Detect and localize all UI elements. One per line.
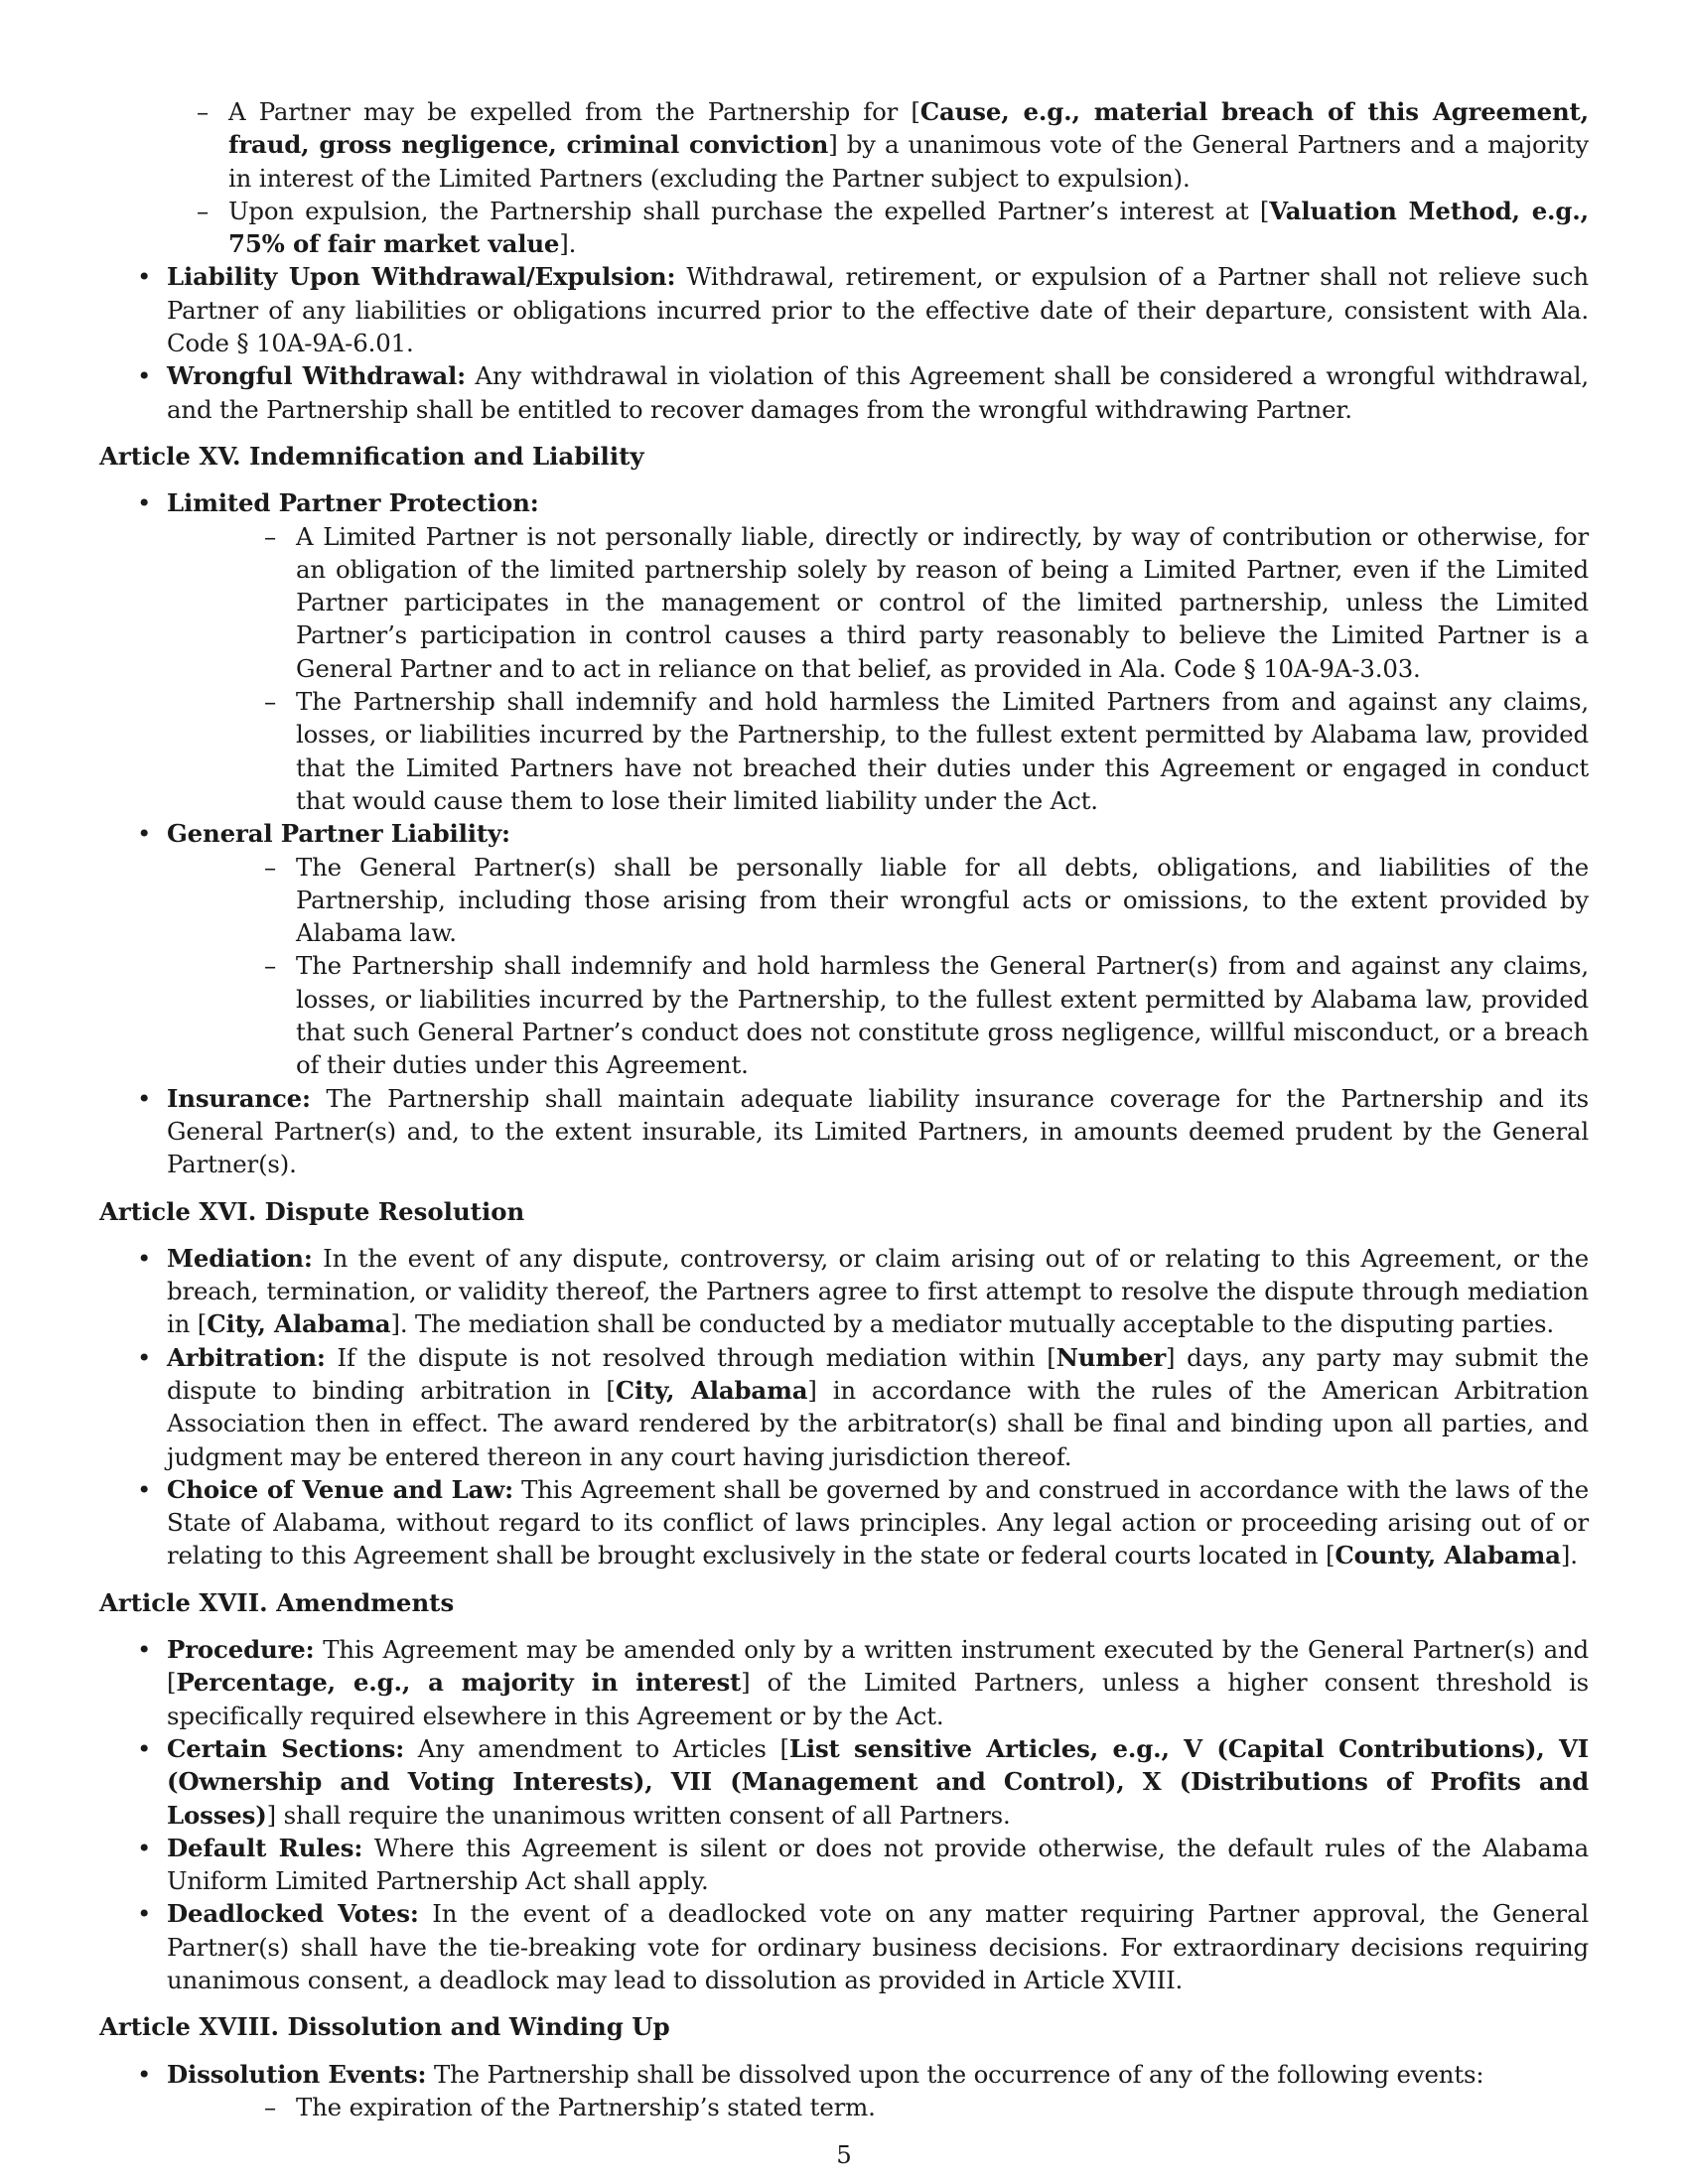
list-item: • Certain Sections: Any amendment to Articles [List sensitive Articles, e.g., V (Capital Contributions), VI (Ownership and Voting Interests), VII (Management and Control), X (Distributions of Profits and Losses)] shall require the unanimous written consent of all Partners. (99, 1732, 1589, 1832)
section-heading: Article XVI. Dispute Resolution (99, 1196, 525, 1226)
section-heading: Article XV. Indemnification and Liability (99, 441, 644, 471)
list-item: – Upon expulsion, the Partnership shall purchase the expelled Partner’s interest at [Valuation Method, e.g., 75% of fair market value]. (99, 195, 1589, 261)
section-heading: Article XVIII. Dissolution and Winding Up (99, 2012, 670, 2042)
list-item: – A Partner may be expelled from the Partnership for [Cause, e.g., material breach of this Agreement, fraud, gross negligence, criminal conviction] by a unanimous vote of the General Partners and a majority in interest of the Limited Partners (excluding the Partner subject to expulsion). (99, 95, 1589, 195)
list-item: • Default Rules: Where this Agreement is silent or does not provide otherwise, the default rules of the Alabama Uniform Limited Partnership Act shall apply. (99, 1832, 1589, 1898)
list-item: • Procedure: This Agreement may be amended only by a written instrument executed by the General Partner(s) and [Percentage, e.g., a majority in interest] of the Limited Partners, unless a higher consent threshold is specifically required elsewhere in this Agreement or by the Act. (99, 1633, 1589, 1732)
list-item: • Limited Partner Protection: – A Limited Partner is not personally liable, directly or indirectly, by way of contribution or otherwise, for an obligation of the limited partnership solely by reason of being a Limited Partner, even if the Limited Partner participates in the management or control of the limited partnership, unless the Limited Partner’s participation in control causes a third party reasonably to believe the Limited Partner is a General Partner and to act in reliance on that belief, as provided in Ala. Code § 10A-9A-3.03. – The Partnership shall indemnify and hold harmless the Limited Partners from and against any claims, losses, or liabilities incurred by the Partnership, to the fullest extent permitted by Alabama law, provided that the Limited Partners have not breached their duties under this Agreement or engaged in conduct that would cause them to lose their limited liability under the Act. (99, 486, 1589, 817)
list-item: • Insurance: The Partnership shall maintain adequate liability insurance coverage for the Partnership and its General Partner(s) and, to the extent insurable, its Limited Partners, in amounts deemed prudent by the General Partner(s). (99, 1082, 1589, 1181)
page-number: 5 (836, 2140, 852, 2169)
list-item: • Wrongful Withdrawal: Any withdrawal in violation of this Agreement shall be considered a wrongful withdrawal, and the Partnership shall be entitled to recover damages from the wrongful withdrawing Partner. (99, 359, 1589, 426)
list-item: – The Partnership shall indemnify and hold harmless the Limited Partners from and against any claims, losses, or liabilities incurred by the Partnership, to the fullest extent permitted by Alabama law, provided that the Limited Partners have not breached their duties under this Agreement or engaged in conduct that would cause them to lose their limited liability under the Act. (167, 685, 1589, 817)
art16-list (99, 1242, 1589, 1572)
list-item: – The expiration of the Partnership’s stated term. (167, 2091, 1589, 2123)
list-item: • Dissolution Events: The Partnership shall be dissolved upon the occurrence of any of the following events: – The expiration of the Partnership’s stated term. (99, 2058, 1589, 2124)
list-item: • Deadlocked Votes: In the event of a deadlocked vote on any matter requiring Partner approval, the General Partner(s) shall have the tie-breaking vote for ordinary business decisions. For extraordinary decisions requiring unanimous consent, a deadlock may lead to dissolution as provided in Article XVIII. (99, 1897, 1589, 1996)
list-item: • Mediation: In the event of any dispute, controversy, or claim arising out of or relating to this Agreement, or the breach, termination, or validity thereof, the Partners agree to first attempt to resolve the dispute through mediation in [City, Alabama]. The mediation shall be conducted by a mediator mutually acceptable to the disputing parties. (99, 1242, 1589, 1341)
art17-list (99, 1633, 1589, 1996)
expulsion-items (99, 95, 1589, 260)
list-item: – The Partnership shall indemnify and hold harmless the General Partner(s) from and against any claims, losses, or liabilities incurred by the Partnership, to the fullest extent permitted by Alabama law, provided that such General Partner’s conduct does not constitute gross negligence, willful misconduct, or a breach of their duties under this Agreement. (167, 949, 1589, 1081)
sub-list (167, 520, 1589, 818)
list-item: • Choice of Venue and Law: This Agreement shall be governed by and construed in accordance with the laws of the State of Alabama, without regard to its conflict of laws principles. Any legal action or proceeding arising out of or relating to this Agreement shall be brought exclusively in the state or federal courts located in [County, Alabama]. (99, 1473, 1589, 1572)
withdrawal-bullets (99, 260, 1589, 425)
art18-list (99, 2058, 1589, 2124)
art15-list (99, 486, 1589, 1180)
document-page (99, 95, 1589, 2123)
list-item: – A Limited Partner is not personally liable, directly or indirectly, by way of contribution or otherwise, for an obligation of the limited partnership solely by reason of being a Limited Partner, even if the Limited Partner participates in the management or control of the limited partnership, unless the Limited Partner’s participation in control causes a third party reasonably to believe the Limited Partner is a General Partner and to act in reliance on that belief, as provided in Ala. Code § 10A-9A-3.03. (167, 520, 1589, 685)
sub-list (167, 851, 1589, 1082)
list-item: – The General Partner(s) shall be personally liable for all debts, obligations, and liabilities of the Partnership, including those arising from their wrongful acts or omissions, to the extent provided by Alabama law. (167, 851, 1589, 950)
list-item: • Arbitration: If the dispute is not resolved through mediation within [Number] days, any party may submit the dispute to binding arbitration in [City, Alabama] in accordance with the rules of the American Arbitration Association then in effect. The award rendered by the arbitrator(s) shall be final and binding upon all parties, and judgment may be entered thereon in any court having jurisdiction thereof. (99, 1341, 1589, 1473)
list-item: • Liability Upon Withdrawal/Expulsion: Withdrawal, retirement, or expulsion of a Partner shall not relieve such Partner of any liabilities or obligations incurred prior to the effective date of their departure, consistent with Ala. Code § 10A-9A-6.01. (99, 260, 1589, 359)
section-heading: Article XVII. Amendments (99, 1587, 455, 1617)
list-item: • General Partner Liability: – The General Partner(s) shall be personally liable for all debts, obligations, and liabilities of the Partnership, including those arising from their wrongful acts or omissions, to the extent provided by Alabama law. – The Partnership shall indemnify and hold harmless the General Partner(s) from and against any claims, losses, or liabilities incurred by the Partnership, to the fullest extent permitted by Alabama law, provided that such General Partner’s conduct does not constitute gross negligence, willful misconduct, or a breach of their duties under this Agreement. (99, 817, 1589, 1081)
sub-list (167, 2091, 1589, 2123)
